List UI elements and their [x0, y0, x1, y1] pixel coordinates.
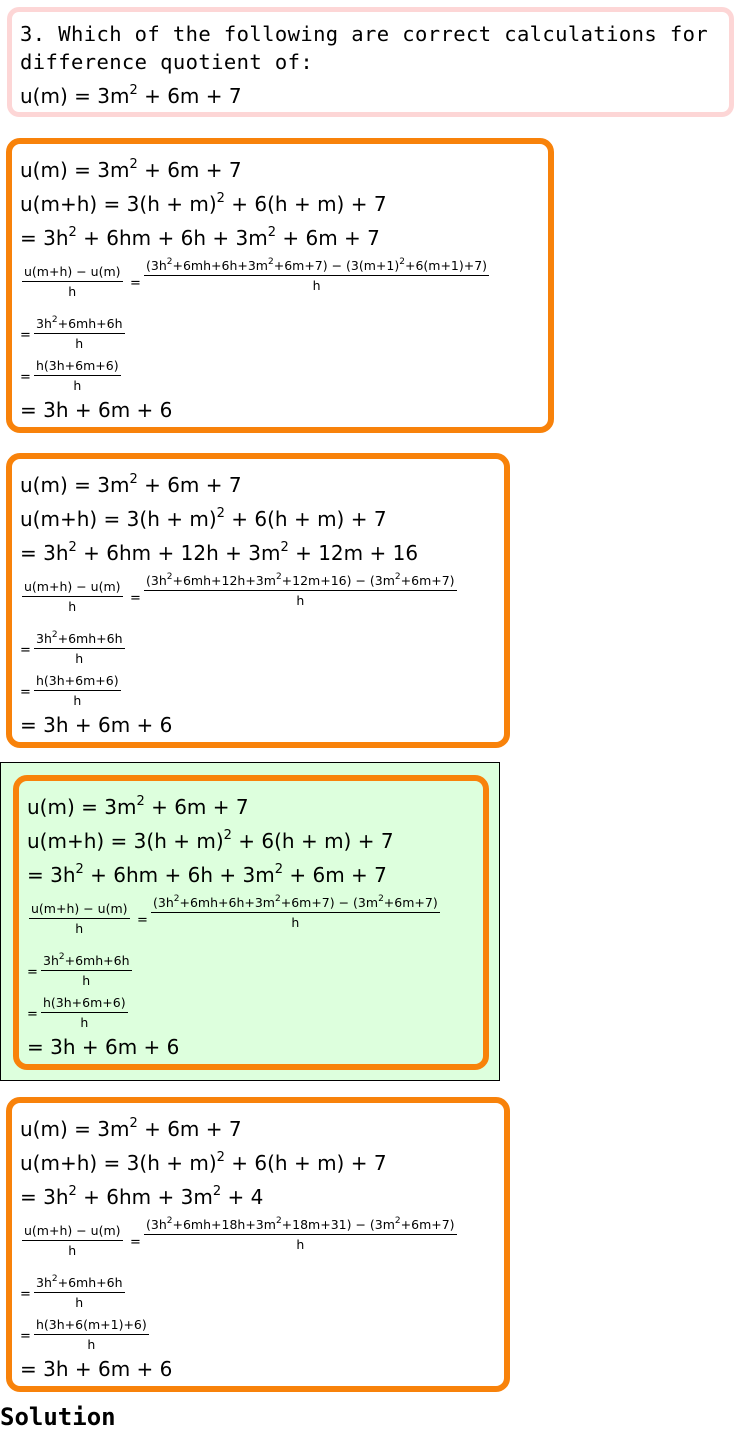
option-a-dq-rhs — [144, 258, 489, 293]
option-b-dq-rhs-num: $(3h^2+6mh+12h+3m^2+12m+16) - (3m^2+6m+7)$ — [144, 573, 457, 591]
option-c-line-2: $u(m+h) = 3(h + m)^2 + 6(h + m) + 7$ — [27, 828, 394, 853]
question-text — [20, 20, 708, 76]
option-b-line-6-num: h(3h+6m+6) — [34, 673, 121, 691]
option-d-dq-equals: = — [130, 1235, 141, 1250]
solution-heading[interactable]: Solution — [0, 1403, 116, 1431]
option-c-dq-lhs-den: h — [75, 921, 84, 936]
option-a-line-7: = 3h + 6m + 6 — [20, 398, 173, 422]
option-a-dq-lhs-num: u(m+h) − u(m) — [22, 264, 123, 282]
option-b-line-6-equals: = — [20, 685, 31, 700]
option-c-line-5-num: $3h^2+6mh+6h$ — [41, 953, 132, 971]
option-a-card[interactable] — [6, 138, 554, 433]
question-function: $u(m) = 3m^2 + 6m + 7$ — [20, 83, 242, 108]
option-c-dq-equals: = — [137, 913, 148, 928]
option-c-line-6-num: h(3h+6m+6) — [41, 995, 128, 1013]
option-b-line-5-den: h — [75, 651, 84, 666]
option-d-dq-rhs-num: $(3h^2+6mh+18h+3m^2+18m+31) - (3m^2+6m+7)$ — [144, 1217, 457, 1235]
option-a-line-1: $u(m) = 3m^2 + 6m + 7$ — [20, 157, 242, 182]
option-d-dq-lhs — [22, 1223, 123, 1258]
option-a-dq-rhs-den: h — [312, 278, 321, 293]
option-b-dq-rhs-den: h — [296, 593, 305, 608]
option-d-line-6-equals: = — [20, 1329, 31, 1344]
option-d-line-5-den: h — [75, 1295, 84, 1310]
option-b-line-5-num: $3h^2+6mh+6h$ — [34, 631, 125, 649]
option-a-line-6 — [34, 358, 121, 393]
option-d-dq-rhs-den: h — [296, 1237, 305, 1252]
option-a-dq-lhs-den: h — [68, 284, 77, 299]
option-b-line-1: $u(m) = 3m^2 + 6m + 7$ — [20, 472, 242, 497]
option-b-line-5-equals: = — [20, 643, 31, 658]
option-d-dq-lhs-num: u(m+h) − u(m) — [22, 1223, 123, 1241]
option-d-line-5-num: $3h^2+6mh+6h$ — [34, 1275, 125, 1293]
option-d-line-6-num: h(3h+6(m+1)+6) — [34, 1317, 149, 1335]
option-b-card[interactable] — [6, 453, 510, 748]
option-d-card[interactable] — [6, 1097, 510, 1392]
option-c-dq-lhs-num: u(m+h) − u(m) — [29, 901, 130, 919]
question-box — [7, 7, 734, 117]
option-c-line-5 — [41, 953, 132, 988]
option-b-dq-lhs — [22, 579, 123, 614]
option-c-dq-rhs — [151, 895, 440, 930]
question-line-2: difference quotient of: — [20, 50, 314, 74]
option-c-dq-lhs — [29, 901, 130, 936]
option-c-line-6 — [41, 995, 128, 1030]
option-d-line-2: $u(m+h) = 3(h + m)^2 + 6(h + m) + 7$ — [20, 1150, 387, 1175]
option-b-dq-lhs-num: u(m+h) − u(m) — [22, 579, 123, 597]
option-d-line-6-den: h — [87, 1337, 96, 1352]
option-a-line-3: = $3h^2 + 6hm + 6h + 3m^2 + 6m + 7$ — [20, 225, 380, 250]
option-d-dq-rhs — [144, 1217, 457, 1252]
option-b-dq-rhs — [144, 573, 457, 608]
option-c-line-5-den: h — [82, 973, 91, 988]
option-b-line-7: = 3h + 6m + 6 — [20, 713, 173, 737]
option-b-line-6 — [34, 673, 121, 708]
option-b-line-6-den: h — [73, 693, 82, 708]
option-b-dq-lhs-den: h — [68, 599, 77, 614]
option-c-dq-rhs-num: $(3h^2+6mh+6h+3m^2+6m+7) - (3m^2+6m+7)$ — [151, 895, 440, 913]
option-a-line-5-equals: = — [20, 328, 31, 343]
option-a-dq-rhs-num: $(3h^2+6mh+6h+3m^2+6m+7) - (3(m+1)^2+6(m+1)+7)$ — [144, 258, 489, 276]
option-c-card[interactable] — [13, 775, 489, 1070]
option-a-line-6-equals: = — [20, 370, 31, 385]
option-d-line-1: $u(m) = 3m^2 + 6m + 7$ — [20, 1116, 242, 1141]
option-c-dq-rhs-den: h — [291, 915, 300, 930]
option-a-line-2: $u(m+h) = 3(h + m)^2 + 6(h + m) + 7$ — [20, 191, 387, 216]
option-d-line-3: = $3h^2 + 6hm + 3m^2 + 4$ — [20, 1184, 264, 1209]
option-a-line-5 — [34, 316, 125, 351]
option-d-line-5-equals: = — [20, 1287, 31, 1302]
option-c-line-6-equals: = — [27, 1007, 38, 1022]
option-a-line-6-num: h(3h+6m+6) — [34, 358, 121, 376]
option-b-dq-equals: = — [130, 591, 141, 606]
option-c-line-6-den: h — [80, 1015, 89, 1030]
option-a-line-5-num: $3h^2+6mh+6h$ — [34, 316, 125, 334]
option-d-line-5 — [34, 1275, 125, 1310]
option-d-line-7: = 3h + 6m + 6 — [20, 1357, 173, 1381]
option-d-dq-lhs-den: h — [68, 1243, 77, 1258]
option-a-dq-equals: = — [130, 276, 141, 291]
option-a-line-6-den: h — [73, 378, 82, 393]
option-b-line-3: = $3h^2 + 6hm + 12h + 3m^2 + 12m + 16$ — [20, 540, 419, 565]
option-b-line-2: $u(m+h) = 3(h + m)^2 + 6(h + m) + 7$ — [20, 506, 387, 531]
option-c-line-3: = $3h^2 + 6hm + 6h + 3m^2 + 6m + 7$ — [27, 862, 387, 887]
option-b-line-5 — [34, 631, 125, 666]
option-a-line-5-den: h — [75, 336, 84, 351]
option-d-line-6 — [34, 1317, 149, 1352]
option-c-line-7: = 3h + 6m + 6 — [27, 1035, 180, 1059]
option-a-dq-lhs — [22, 264, 123, 299]
option-c-line-5-equals: = — [27, 965, 38, 980]
option-c-line-1: $u(m) = 3m^2 + 6m + 7$ — [27, 794, 249, 819]
question-line-1: 3. Which of the following are correct calculations for — [20, 22, 709, 46]
